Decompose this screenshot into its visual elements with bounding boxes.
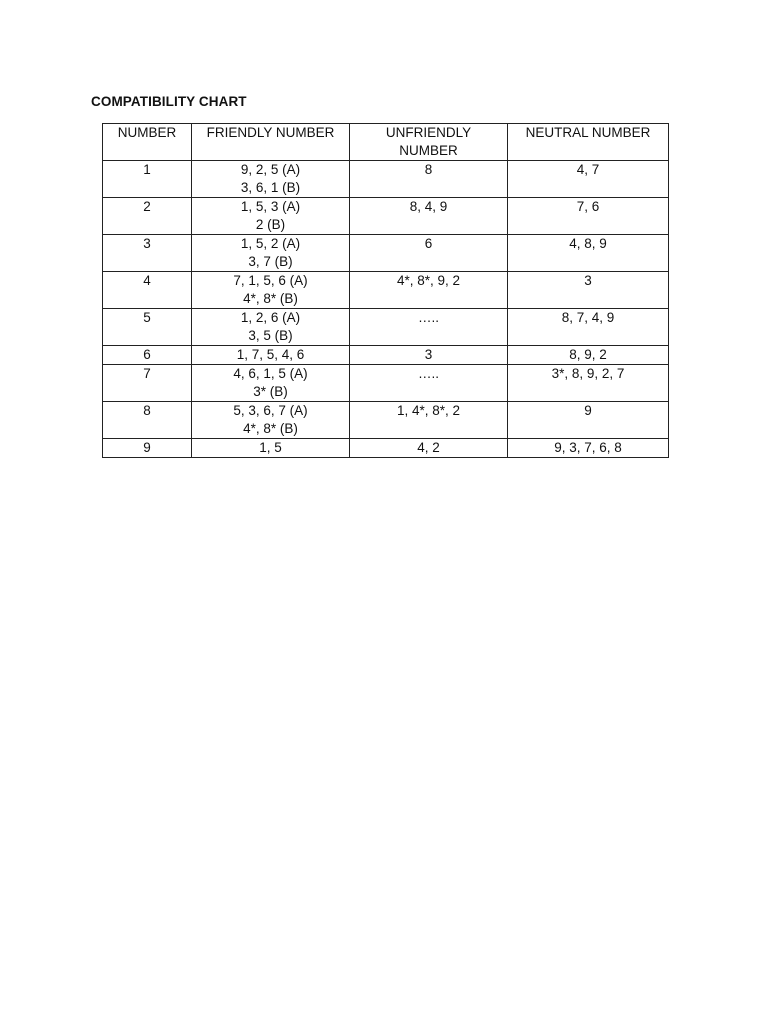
header-unfriendly-number: UNFRIENDLY NUMBER [350,124,508,161]
cell-neutral: 9, 3, 7, 6, 8 [508,439,669,458]
table-row [103,365,669,402]
cell-friendly: 5, 3, 6, 7 (A) 4*, 8* (B) [192,402,350,439]
cell-neutral: 3*, 8, 9, 2, 7 [508,365,669,402]
cell-number: 5 [103,309,192,346]
cell-number: 3 [103,235,192,272]
page-title: COMPATIBILITY CHART [91,94,247,109]
cell-neutral: 8, 7, 4, 9 [508,309,669,346]
cell-friendly: 4, 6, 1, 5 (A) 3* (B) [192,365,350,402]
cell-unfriendly: 1, 4*, 8*, 2 [350,402,508,439]
table-row [103,235,669,272]
cell-neutral: 9 [508,402,669,439]
header-friendly-number: FRIENDLY NUMBER [192,124,350,161]
cell-number: 4 [103,272,192,309]
cell-unfriendly: 4, 2 [350,439,508,458]
table-row [103,309,669,346]
cell-unfriendly: ….. [350,365,508,402]
cell-number: 2 [103,198,192,235]
cell-unfriendly: 8 [350,161,508,198]
cell-neutral: 4, 7 [508,161,669,198]
table-row [103,346,669,365]
table-row [103,439,669,458]
compatibility-table [102,123,669,458]
cell-friendly: 1, 5, 2 (A) 3, 7 (B) [192,235,350,272]
header-number: NUMBER [103,124,192,161]
cell-unfriendly: 3 [350,346,508,365]
cell-friendly: 7, 1, 5, 6 (A) 4*, 8* (B) [192,272,350,309]
cell-number: 9 [103,439,192,458]
cell-friendly: 1, 2, 6 (A) 3, 5 (B) [192,309,350,346]
header-neutral-number: NEUTRAL NUMBER [508,124,669,161]
cell-unfriendly: 4*, 8*, 9, 2 [350,272,508,309]
table-row [103,272,669,309]
cell-unfriendly: 6 [350,235,508,272]
table-row [103,198,669,235]
cell-number: 8 [103,402,192,439]
cell-friendly: 9, 2, 5 (A) 3, 6, 1 (B) [192,161,350,198]
cell-friendly: 1, 5, 3 (A) 2 (B) [192,198,350,235]
cell-neutral: 8, 9, 2 [508,346,669,365]
cell-neutral: 4, 8, 9 [508,235,669,272]
cell-friendly: 1, 5 [192,439,350,458]
table-header-row [103,124,669,161]
table-row [103,161,669,198]
cell-neutral: 3 [508,272,669,309]
cell-unfriendly: ….. [350,309,508,346]
cell-number: 7 [103,365,192,402]
table-row [103,402,669,439]
cell-unfriendly: 8, 4, 9 [350,198,508,235]
cell-number: 1 [103,161,192,198]
cell-friendly: 1, 7, 5, 4, 6 [192,346,350,365]
cell-neutral: 7, 6 [508,198,669,235]
cell-number: 6 [103,346,192,365]
